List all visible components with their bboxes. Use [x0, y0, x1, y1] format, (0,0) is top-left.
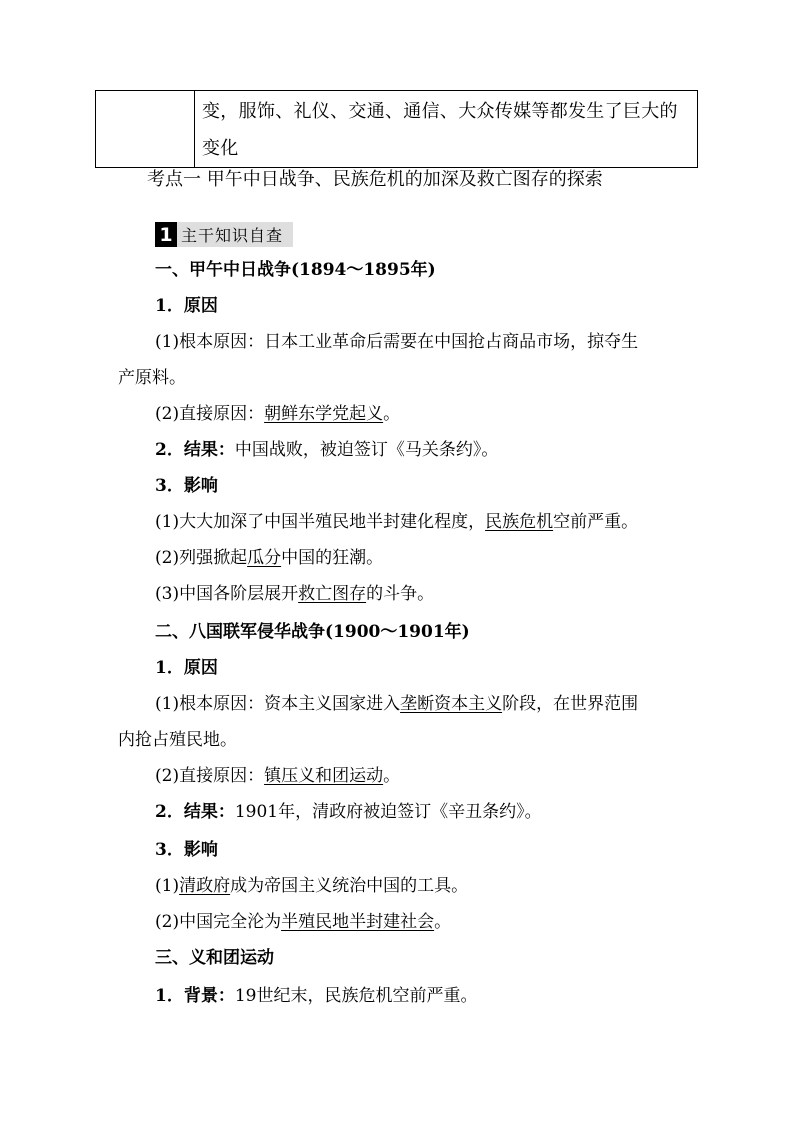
- s1-result: [155, 438, 498, 462]
- s1-imp2-prefix: (2)列强掀起: [155, 548, 248, 568]
- s2-root-cause-line-2: 内抢占殖民地。: [118, 730, 237, 750]
- s1-imp2-underlined: 瓜分: [247, 548, 282, 568]
- s2-result-text: 1901年，清政府被迫签订《辛丑条约》。: [234, 802, 542, 822]
- s2-imp2-underlined: 半殖民地半封建社会: [281, 912, 435, 932]
- s1-impact-title: 3．影响: [155, 476, 218, 496]
- s3-bg-text: 19世纪末，民族危机空前严重。: [234, 986, 478, 1006]
- section-2-title: 二、八国联军侵华战争(1900～1901年): [155, 622, 470, 642]
- s2-impact-1: [155, 874, 468, 898]
- s1-cause-title: 1．原因: [155, 296, 218, 316]
- s1-impact-3: [155, 582, 434, 606]
- s2-root-prefix: (1)根本原因：资本主义国家进入: [155, 694, 401, 714]
- table-cell-line-1: 变，服饰、礼仪、交通、通信、大众传媒等都发生了巨大的: [202, 101, 678, 122]
- s2-root-cause-line-1: [155, 692, 638, 716]
- section-1-title: 一、甲午中日战争(1894～1895年): [155, 260, 436, 280]
- s2-direct-cause: [155, 764, 400, 788]
- s2-imp1-suffix: 成为帝国主义统治中国的工具。: [230, 876, 469, 896]
- s1-impact-2: [155, 546, 383, 570]
- s1-direct-underlined: 朝鲜东学党起义: [264, 404, 384, 424]
- s1-direct-prefix: (2)直接原因：: [155, 404, 265, 424]
- s1-result-text: 中国战败，被迫签订《马关条约》。: [234, 440, 499, 460]
- s2-cause-title: 1．原因: [155, 658, 218, 678]
- s2-root-underlined: 垄断资本主义: [400, 694, 503, 714]
- s1-imp1-prefix: (1)大大加深了中国半殖民地半封建化程度，: [155, 512, 486, 532]
- s2-impact-title: 3．影响: [155, 840, 218, 860]
- s1-direct-cause: [155, 402, 400, 426]
- s2-imp2-prefix: (2)中国完全沦为: [155, 912, 282, 932]
- s2-result: [155, 800, 542, 824]
- s2-result-title: 2．结果：: [155, 802, 235, 822]
- s1-root-cause-line-2: 产原料。: [118, 368, 186, 388]
- s3-background: [155, 984, 477, 1008]
- s1-imp3-underlined: 救亡图存: [298, 584, 367, 604]
- section-badge: [155, 222, 293, 247]
- s2-root-suffix: 阶段，在世界范围: [502, 694, 639, 714]
- s2-imp2-suffix: 。: [434, 912, 452, 932]
- s1-result-title: 2．结果：: [155, 440, 235, 460]
- s1-imp2-suffix: 中国的狂潮。: [281, 548, 384, 568]
- s1-impact-1: [155, 510, 638, 534]
- topic-heading: 考点一 甲午中日战争、民族危机的加深及救亡图存的探索: [147, 169, 603, 190]
- table-cell-line-2: 变化: [202, 138, 239, 159]
- badge-label: 主干知识自查: [177, 222, 293, 247]
- s1-imp3-suffix: 的斗争。: [366, 584, 435, 604]
- s2-direct-prefix: (2)直接原因：: [155, 766, 265, 786]
- s1-root-cause-line-1: (1)根本原因：日本工业革命后需要在中国抢占商品市场，掠夺生: [155, 332, 639, 352]
- s1-imp1-underlined: 民族危机: [485, 512, 554, 532]
- badge-number: 1: [155, 222, 177, 247]
- table-fragment: [95, 90, 698, 168]
- s3-bg-title: 1．背景：: [155, 986, 235, 1006]
- s2-imp1-underlined: 清政府: [179, 876, 231, 896]
- s2-direct-underlined: 镇压义和团运动: [264, 766, 384, 786]
- s1-direct-suffix: 。: [383, 404, 401, 424]
- s1-imp1-suffix: 空前严重。: [553, 512, 639, 532]
- table-cell-text: [202, 93, 692, 167]
- s2-direct-suffix: 。: [383, 766, 401, 786]
- s1-imp3-prefix: (3)中国各阶层展开: [155, 584, 299, 604]
- s2-impact-2: [155, 910, 451, 934]
- section-3-title: 三、义和团运动: [155, 948, 274, 968]
- s2-imp1-prefix: (1): [155, 876, 180, 896]
- table-column-divider: [194, 91, 195, 167]
